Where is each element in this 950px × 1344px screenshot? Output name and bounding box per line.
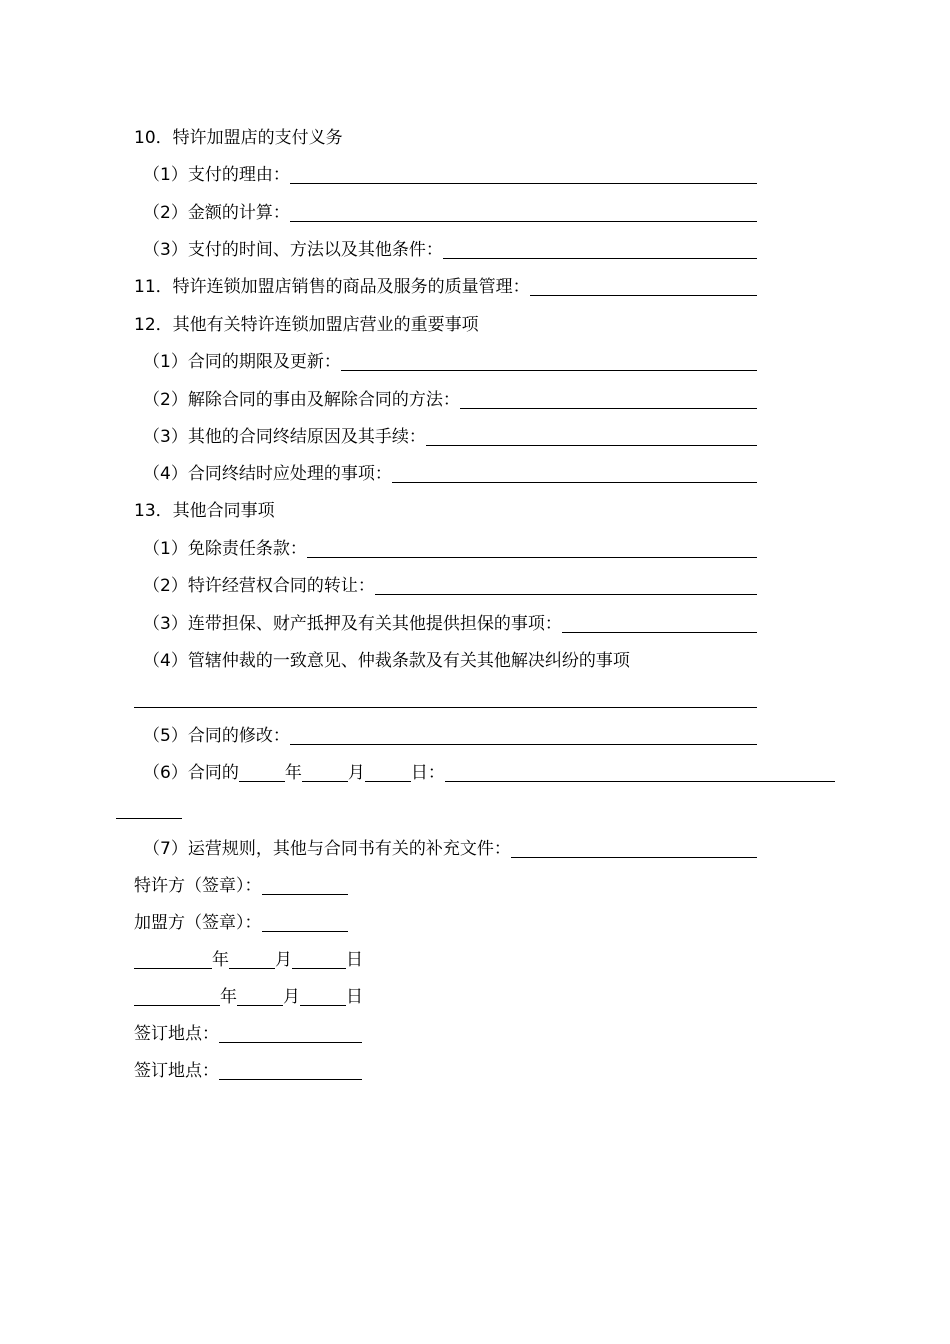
section-10-heading — [134, 126, 343, 150]
contract-date-row — [143, 761, 835, 785]
contract-date-field[interactable] — [445, 781, 835, 782]
section-12-title: 12．其他有关特许连锁加盟店营业的重要事项 — [134, 315, 479, 335]
franchise-transfer-label: （2）特许经营权合同的转让： — [143, 576, 375, 596]
franchisee-signature-row — [134, 911, 348, 935]
signing-place-row-2 — [134, 1059, 362, 1083]
termination-matters-label: （4）合同终结时应处理的事项： — [143, 464, 392, 484]
amount-calc-row — [143, 201, 757, 225]
section-12-heading — [134, 313, 479, 337]
arbitration-label: （4）管辖仲裁的一致意见、仲裁条款及有关其他解决纠纷的事项 — [143, 651, 630, 671]
liability-exemption-field[interactable] — [307, 557, 757, 558]
section-13-heading — [134, 499, 275, 523]
section-11-row — [134, 275, 757, 299]
franchise-transfer-field[interactable] — [375, 594, 757, 595]
date-2-month-label: 月 — [283, 987, 300, 1007]
contract-month-field[interactable] — [302, 781, 348, 782]
date-1-year-label: 年 — [212, 950, 229, 970]
signing-place-field-2[interactable] — [219, 1079, 362, 1080]
contract-day-field[interactable] — [365, 781, 411, 782]
franchisee-signature-field[interactable] — [262, 931, 348, 932]
quality-management-field[interactable] — [530, 295, 757, 296]
date-2-year-field[interactable] — [134, 1005, 220, 1006]
contract-day-label: 日： — [410, 763, 445, 783]
termination-cause-label: （2）解除合同的事由及解除合同的方法： — [143, 390, 460, 410]
franchisee-label: 加盟方（签章）： — [134, 913, 262, 933]
arbitration-field[interactable] — [134, 707, 757, 708]
term-renewal-label: （1）合同的期限及更新： — [143, 352, 341, 372]
signing-place-label-2: 签订地点： — [134, 1061, 219, 1081]
amendment-label: （5）合同的修改： — [143, 726, 290, 746]
contract-month-label: 月 — [347, 763, 365, 783]
payment-reason-label: （1）支付的理由： — [143, 165, 290, 185]
termination-matters-row — [143, 462, 757, 486]
amount-calc-label: （2）金额的计算： — [143, 203, 290, 223]
termination-matters-field[interactable] — [392, 482, 757, 483]
supplementary-docs-row — [143, 837, 757, 861]
other-termination-row — [143, 425, 757, 449]
termination-cause-row — [143, 388, 757, 412]
franchisor-signature-field[interactable] — [262, 894, 348, 895]
date-row-2 — [134, 985, 363, 1009]
date-2-day-label: 日 — [346, 987, 363, 1007]
other-termination-label: （3）其他的合同终结原因及其手续： — [143, 427, 426, 447]
section-10-title: 10．特许加盟店的支付义务 — [134, 128, 343, 148]
amendment-field[interactable] — [290, 744, 757, 745]
date-2-day-field[interactable] — [300, 1005, 346, 1006]
date-1-month-field[interactable] — [229, 968, 275, 969]
date-row-1 — [134, 948, 363, 972]
franchisor-signature-row — [134, 874, 348, 898]
payment-terms-row — [143, 238, 757, 262]
arbitration-row — [143, 649, 630, 673]
amendment-row — [143, 724, 757, 748]
amount-calc-field[interactable] — [290, 221, 757, 222]
date-2-year-label: 年 — [220, 987, 237, 1007]
franchise-transfer-row — [143, 574, 757, 598]
supplementary-docs-field[interactable] — [511, 857, 757, 858]
date-1-day-label: 日 — [346, 950, 363, 970]
term-renewal-field[interactable] — [341, 370, 757, 371]
liability-exemption-row — [143, 537, 757, 561]
franchisor-label: 特许方（签章）： — [134, 876, 262, 896]
date-1-day-field[interactable] — [292, 968, 346, 969]
termination-cause-field[interactable] — [460, 408, 757, 409]
term-renewal-row — [143, 350, 757, 374]
other-termination-field[interactable] — [426, 445, 757, 446]
liability-exemption-label: （1）免除责任条款： — [143, 539, 307, 559]
contract-year-field[interactable] — [239, 781, 285, 782]
signing-place-row-1 — [134, 1022, 362, 1046]
supplementary-docs-label: （7）运营规则，其他与合同书有关的补充文件： — [143, 839, 511, 859]
payment-terms-field[interactable] — [443, 258, 757, 259]
section-13-title: 13．其他合同事项 — [134, 501, 275, 521]
contract-year-label: 年 — [284, 763, 302, 783]
guarantee-label: （3）连带担保、财产抵押及有关其他提供担保的事项： — [143, 614, 562, 634]
guarantee-field[interactable] — [562, 632, 757, 633]
date-1-year-field[interactable] — [134, 968, 212, 969]
contract-date-field-continued[interactable] — [116, 818, 182, 819]
signing-place-field-1[interactable] — [219, 1042, 362, 1043]
signing-place-label-1: 签订地点： — [134, 1024, 219, 1044]
payment-terms-label: （3）支付的时间、方法以及其他条件： — [143, 240, 443, 260]
guarantee-row — [143, 612, 757, 636]
contract-date-label: （6）合同的 — [143, 763, 239, 783]
payment-reason-field[interactable] — [290, 183, 757, 184]
section-11-label: 11．特许连锁加盟店销售的商品及服务的质量管理： — [134, 277, 530, 297]
payment-reason-row — [143, 163, 757, 187]
date-2-month-field[interactable] — [237, 1005, 283, 1006]
date-1-month-label: 月 — [275, 950, 292, 970]
